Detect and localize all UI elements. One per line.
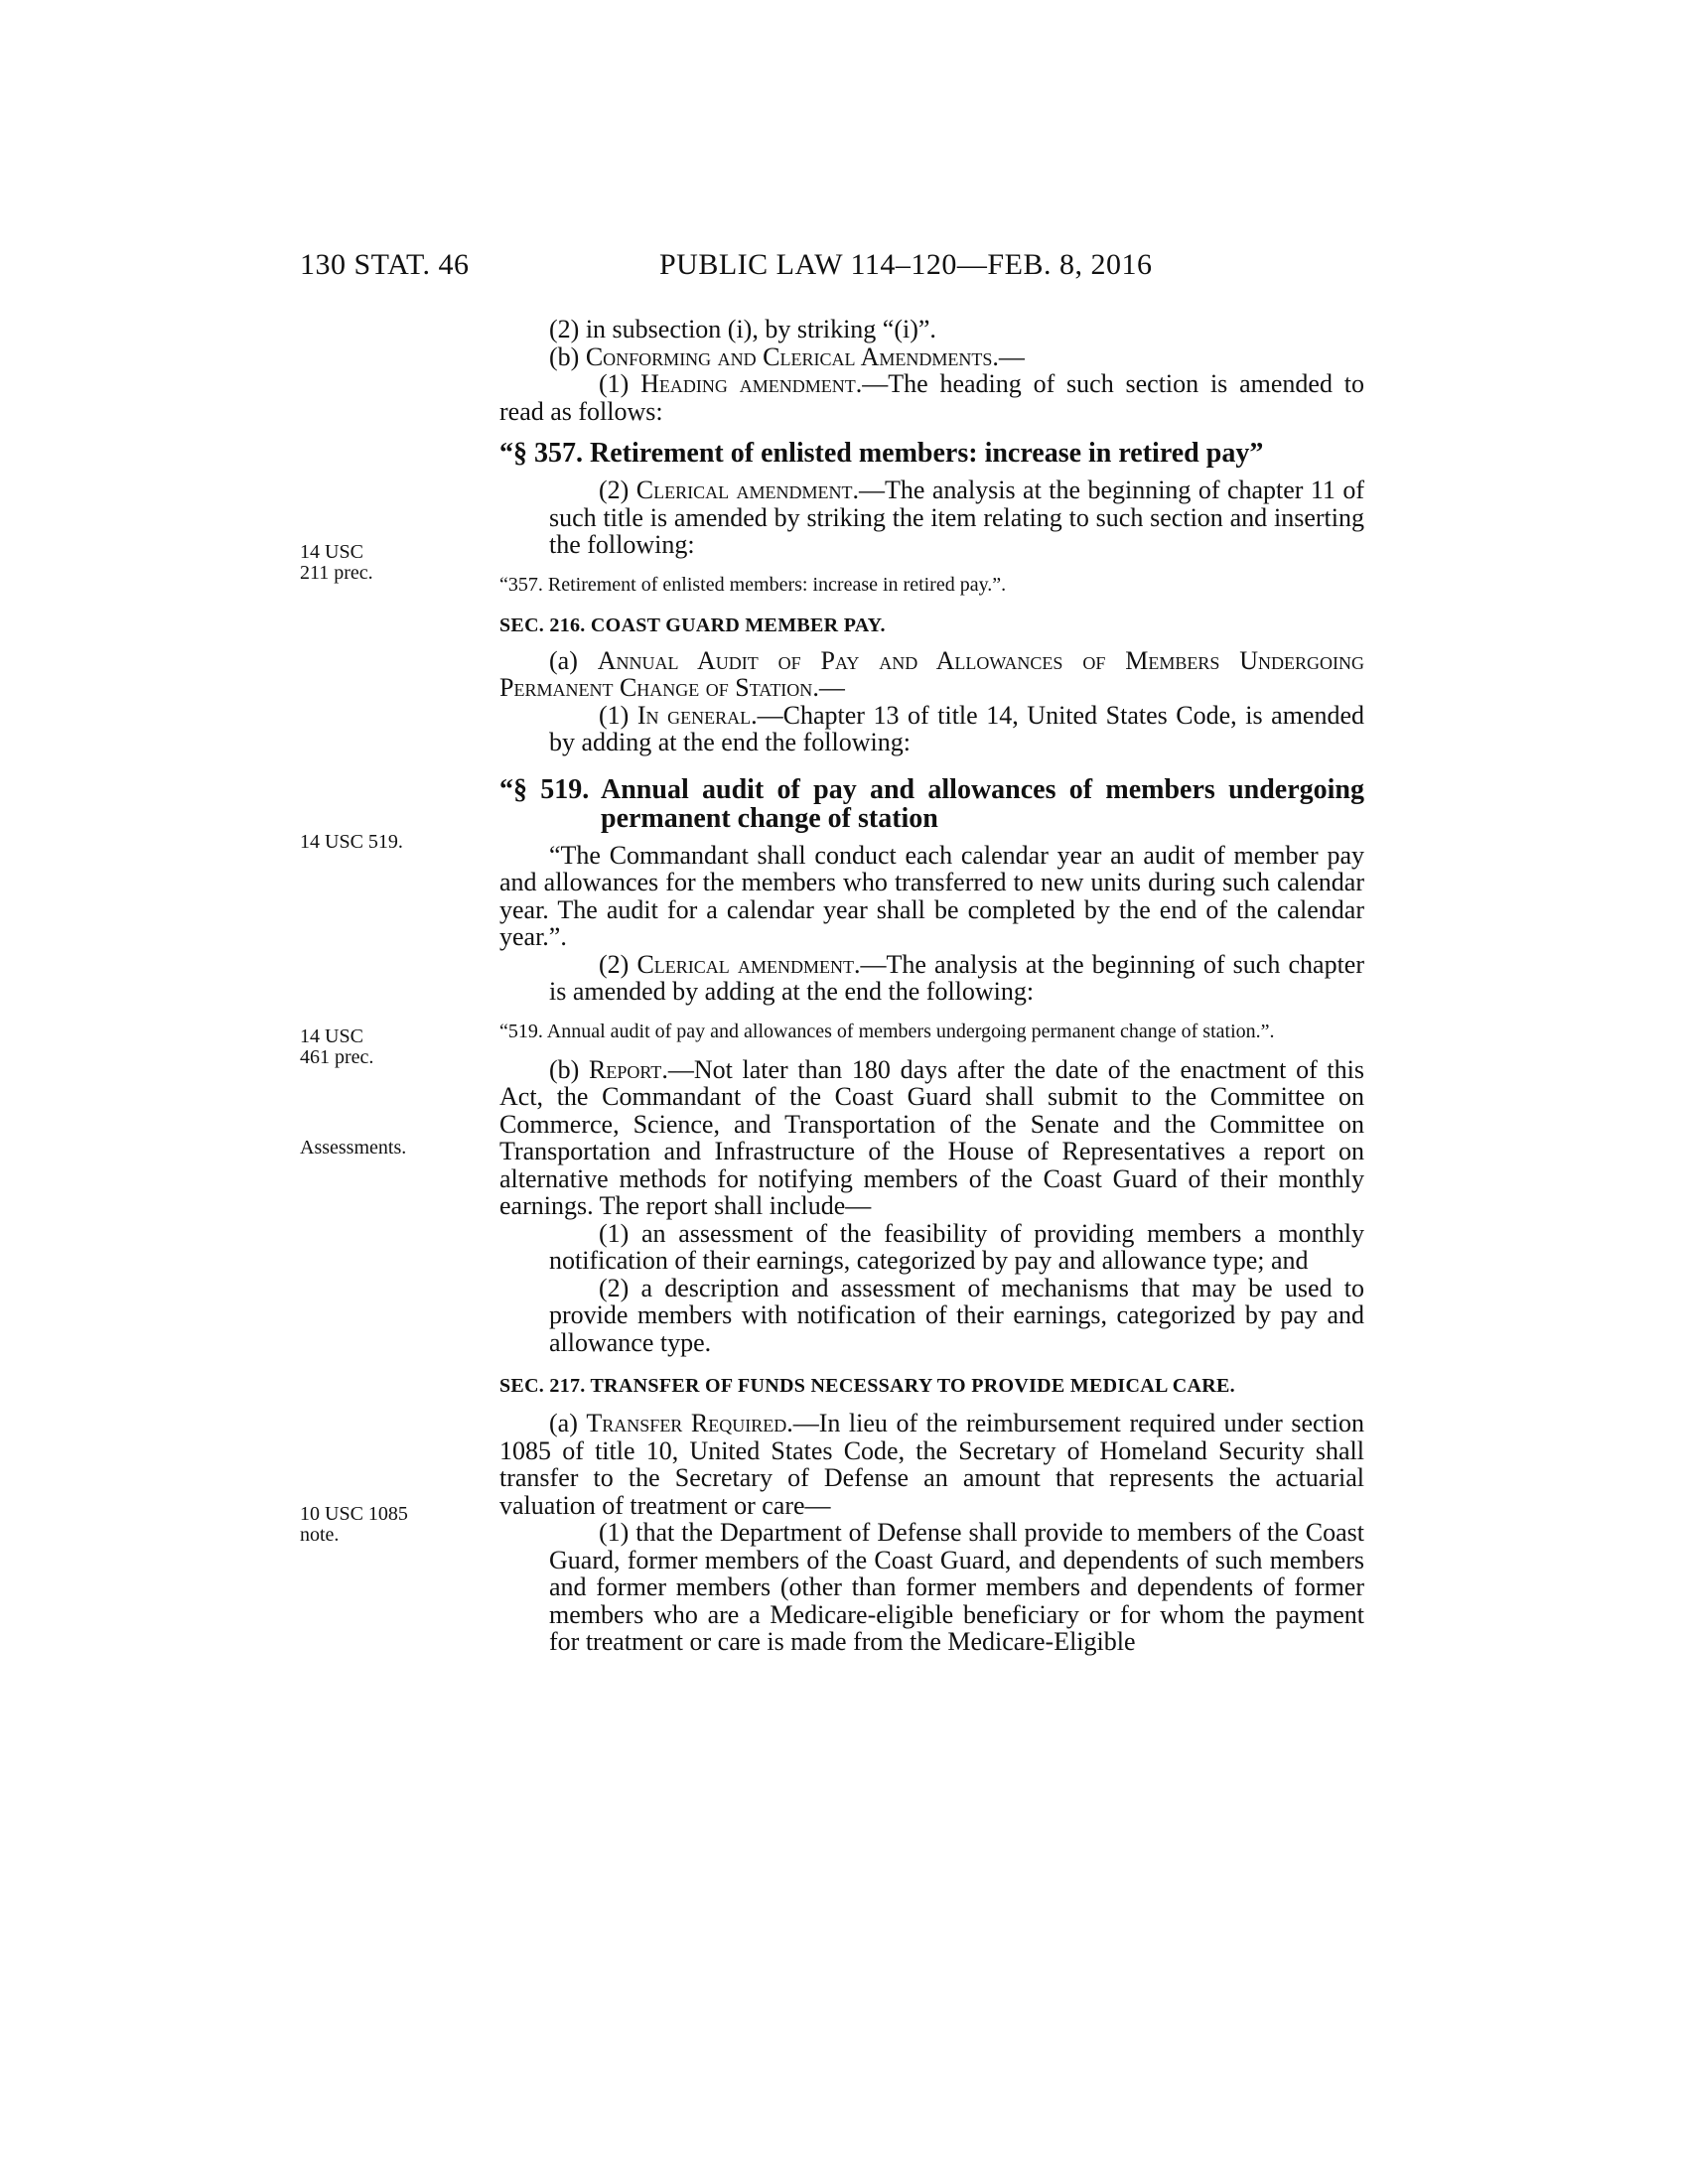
margin-note-14usc-519: 14 USC 519. (300, 831, 403, 853)
paragraph: (b) Conforming and Clerical Amendments.— (549, 341, 1025, 371)
margin-note-14usc-461: 14 USC 461 prec. (300, 1025, 374, 1068)
analysis-item-357: “357. Retirement of enlisted members: increase in retired pay.”. (499, 573, 1007, 596)
section-heading-519: “§ 519. Annual audit of pay and allowances of members undergoing permanent change of station (499, 773, 1364, 834)
paragraph: (2) Clerical amendment.—The analysis at the beginning of such chapter is amended by adding at the end the following: (549, 949, 1364, 1006)
paragraph: (2) in subsection (i), by striking “(i)”. (549, 315, 936, 343)
margin-note-14usc-211: 14 USC 211 prec. (300, 541, 373, 584)
paragraph: (2) Clerical amendment.—The analysis at the beginning of chapter 11 of such title is amended by striking the item relating to such section and inserting the following: (549, 476, 1364, 559)
paragraph: (a) Transfer Required.—In lieu of the reimbursement required under section 1085 of title 10, United States Code, the Secretary of Homeland Security shall transfer to the Secretary of Defense an amount that represents the actuarial valuation of treatment or care— (499, 1409, 1364, 1520)
paragraph: “The Commandant shall conduct each calendar year an audit of member pay and allowances for the members who transferred to new units during such calendar year. The audit for a calendar year shall be completed by the end of the calendar year.”. (499, 840, 1364, 951)
section-heading-217: SEC. 217. TRANSFER OF FUNDS NECESSARY TO PROVIDE MEDICAL CARE. (499, 1375, 1235, 1397)
paragraph: (2) a description and assessment of mechanisms that may be used to provide members with notification of their earnings, categorized by pay and allowance type. (549, 1273, 1364, 1357)
margin-note-assessments: Assessments. (300, 1137, 407, 1159)
paragraph: (1) In general.—Chapter 13 of title 14, United States Code, is amended by adding at the end the following: (549, 700, 1364, 756)
paragraph: (a) Annual Audit of Pay and Allowances of Members Undergoing Permanent Change of Station.— (499, 645, 1365, 702)
page-header-title: PUBLIC LAW 114–120—FEB. 8, 2016 (659, 248, 1153, 281)
paragraph: (1) that the Department of Defense shall provide to members of the Coast Guard, former members of the Coast Guard, and dependents of such members and former members (other than former members and dependents of former members who are a Medicare-eligible beneficiary or for whom the payment for treatment or care is made from the Medicare-Eligible (549, 1518, 1364, 1656)
section-heading-216: SEC. 216. COAST GUARD MEMBER PAY. (499, 614, 886, 636)
section-heading-357: “§ 357. Retirement of enlisted members: increase in retired pay” (499, 438, 1264, 469)
paragraph: (b) Report.—Not later than 180 days after the date of the enactment of this Act, the Commandant of the Coast Guard shall submit to the Committee on Commerce, Science, and Transportation of the Senate and the Committee on Transportation and Infrastructure of the House of Representatives a report on alternative methods for notifying members of the Coast Guard of their monthly earnings. The report shall include— (499, 1054, 1364, 1220)
paragraph: (1) Heading amendment.—The heading of such section is amended to read as follows: (499, 369, 1364, 426)
paragraph: (1) an assessment of the feasibility of providing members a monthly notification of their earnings, categorized by pay and allowance type; and (549, 1218, 1364, 1275)
page-header-stat: 130 STAT. 46 (300, 248, 470, 281)
analysis-item-519: “519. Annual audit of pay and allowances of members undergoing permanent change of station.”. (499, 1020, 1275, 1042)
document-body (499, 316, 1364, 1656)
margin-note-10usc-1085: 10 USC 1085 note. (300, 1503, 408, 1546)
